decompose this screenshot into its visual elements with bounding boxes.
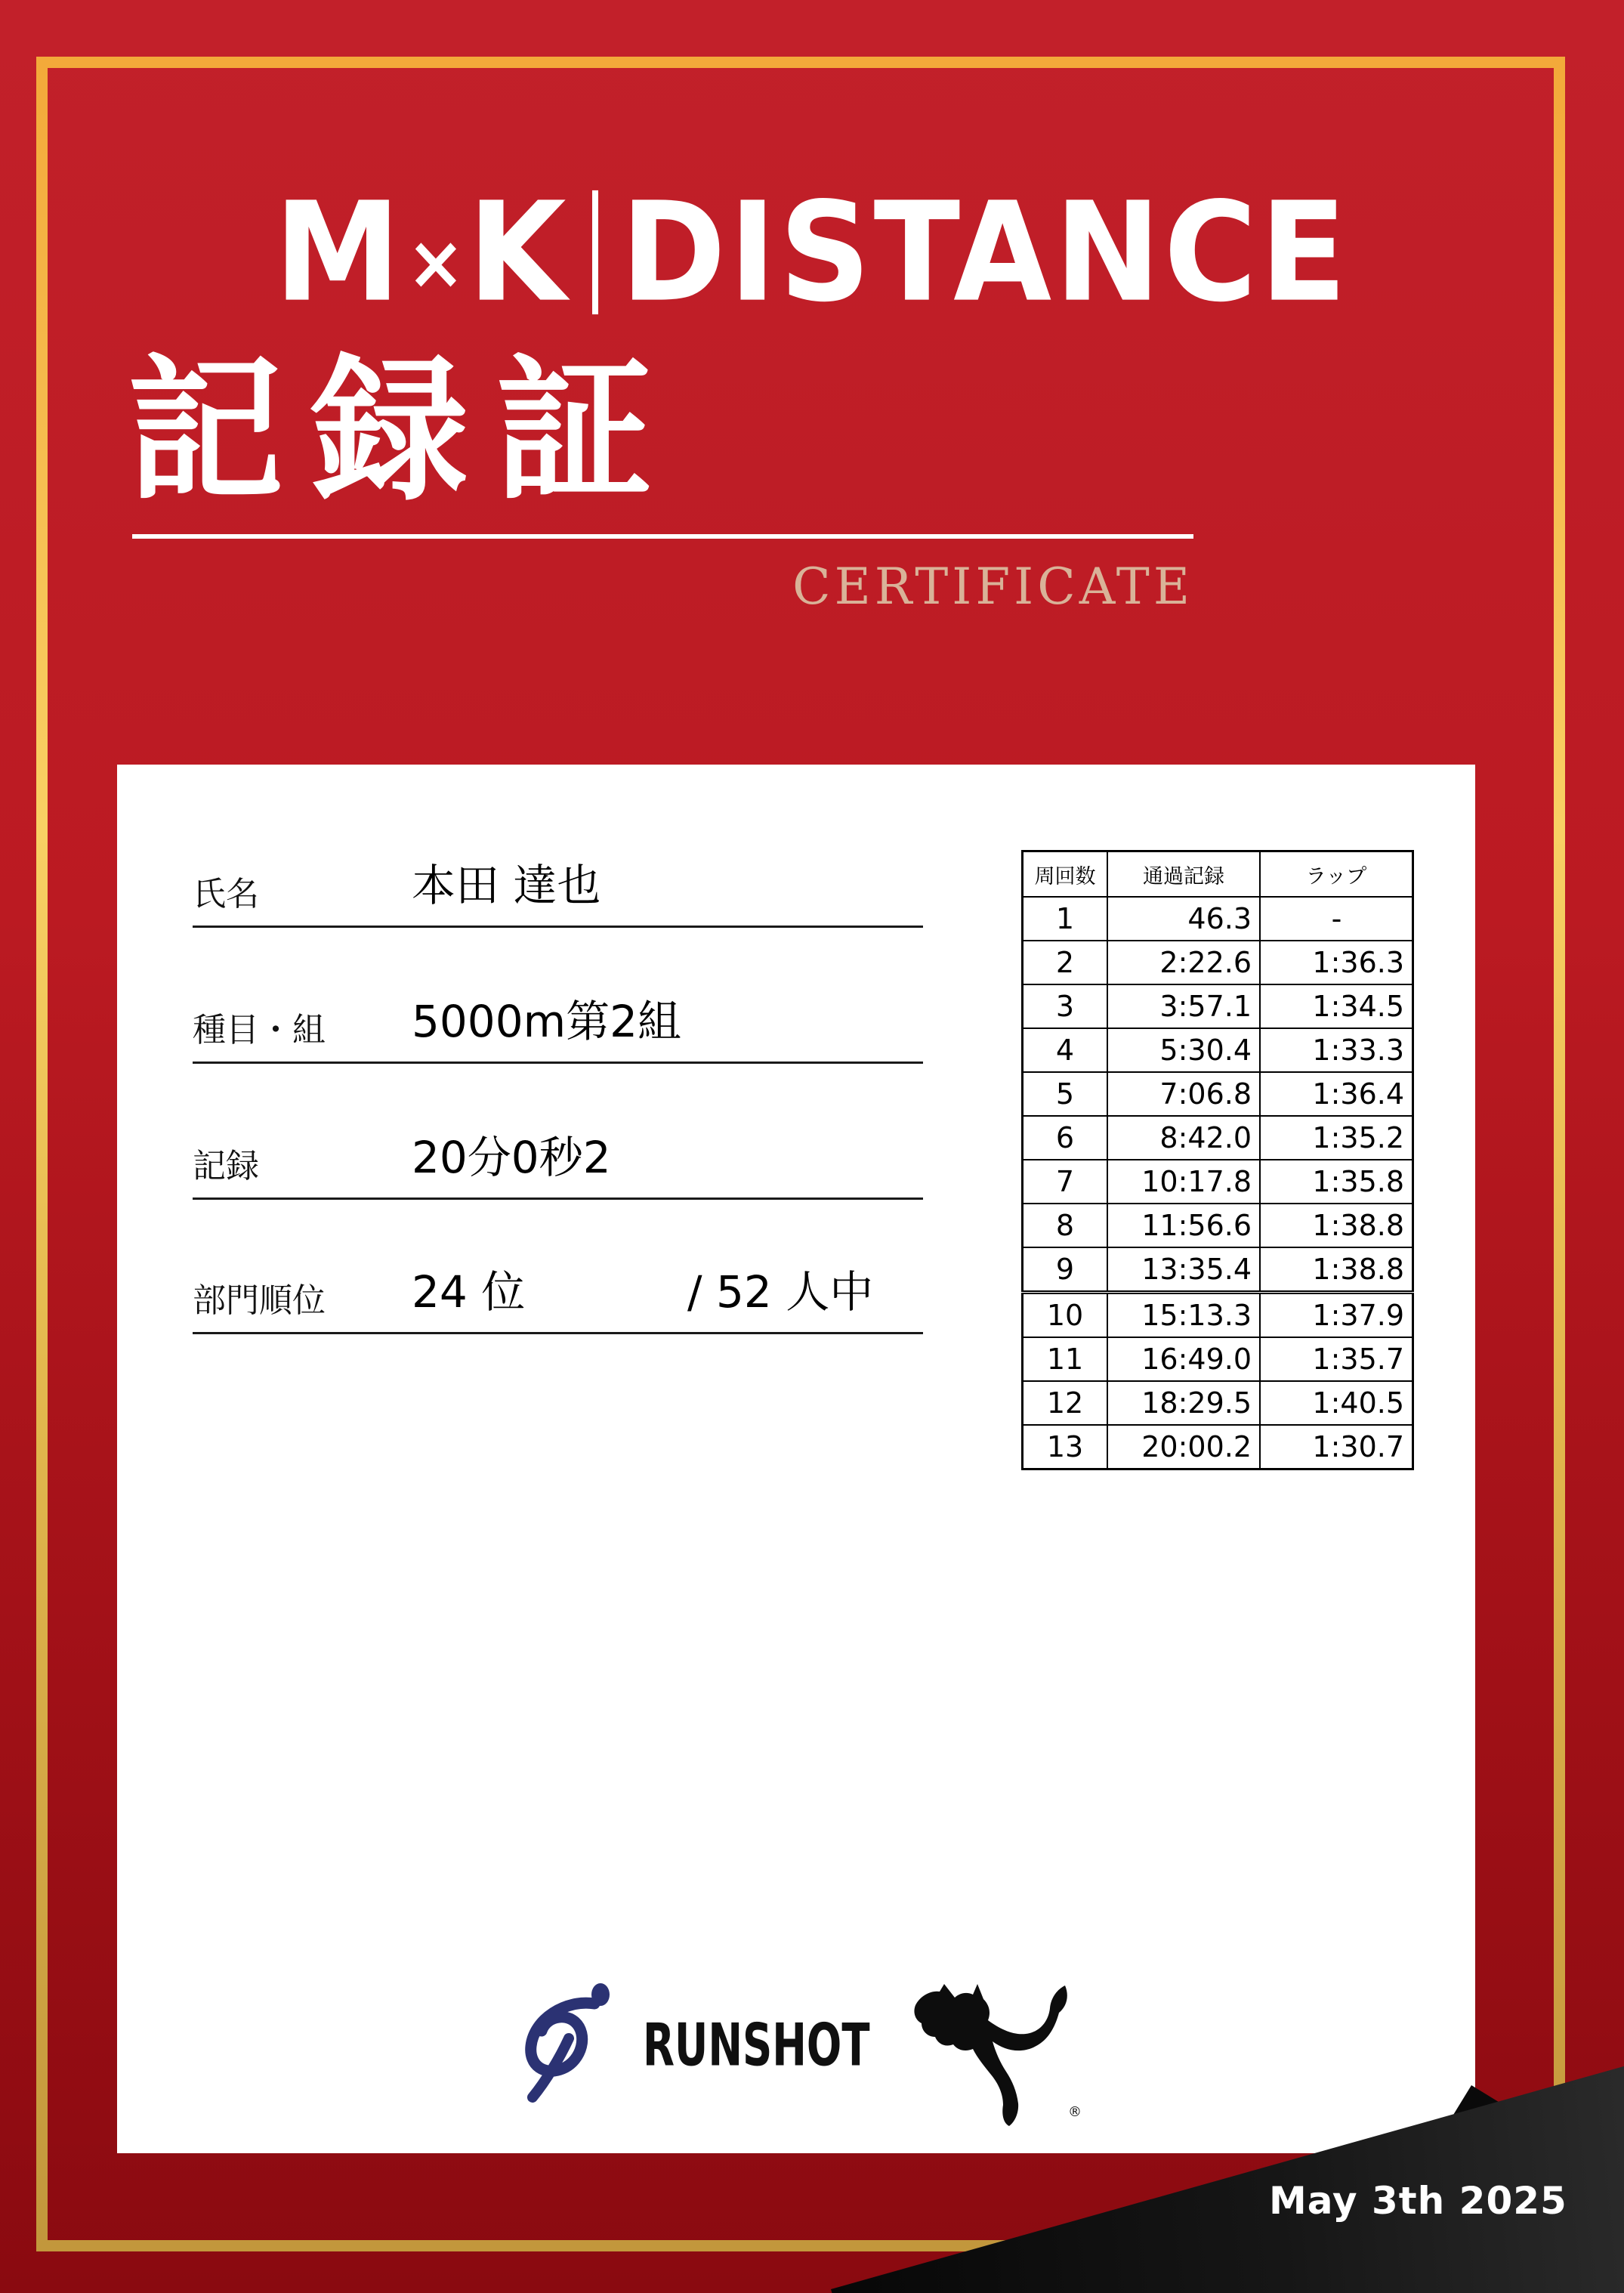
split-time-cell: 13:35.4: [1107, 1247, 1260, 1293]
certificate-title-jp: 記録証: [127, 338, 680, 523]
lap-table-head: [1023, 851, 1413, 898]
lap-time-cell: 1:30.7: [1260, 1425, 1413, 1469]
brand-letter-m: M: [274, 172, 404, 332]
split-time-cell: 46.3: [1107, 897, 1260, 941]
split-time-cell: 7:06.8: [1107, 1072, 1260, 1116]
lap-number-cell: 2: [1023, 941, 1108, 984]
puma-logo: [899, 1979, 1080, 2131]
lap-table-header-split: 通過記録: [1107, 851, 1260, 898]
lap-number-cell: 6: [1023, 1116, 1108, 1160]
lap-number-cell: 7: [1023, 1160, 1108, 1204]
field-row-name: [193, 841, 923, 928]
lap-number-cell: 1: [1023, 897, 1108, 941]
field-row-event: [193, 977, 923, 1064]
lap-table-row: [1023, 1247, 1413, 1293]
lap-time-cell: 1:35.7: [1260, 1337, 1413, 1381]
runshot-logo: [516, 1982, 901, 2107]
lap-number-cell: 12: [1023, 1381, 1108, 1425]
lap-time-cell: 1:35.8: [1260, 1160, 1413, 1204]
event-date: May 3th 2025: [1269, 2179, 1567, 2223]
lap-number-cell: 3: [1023, 984, 1108, 1028]
lap-table-row: [1023, 1381, 1413, 1425]
lap-time-cell: -: [1260, 897, 1413, 941]
lap-table-row: [1023, 1293, 1413, 1338]
split-time-cell: 15:13.3: [1107, 1293, 1260, 1338]
split-time-cell: 16:49.0: [1107, 1337, 1260, 1381]
field-row-rank: [193, 1247, 923, 1334]
field-label-record: 記録: [193, 1147, 259, 1185]
runshot-wordmark: RUNSHOT: [643, 2010, 870, 2080]
brand-times-symbol: ×: [406, 218, 465, 307]
lap-table-body: [1023, 897, 1413, 1469]
lap-time-cell: 1:38.8: [1260, 1204, 1413, 1247]
lap-number-cell: 9: [1023, 1247, 1108, 1293]
lap-table-row: [1023, 1072, 1413, 1116]
split-time-cell: 3:57.1: [1107, 984, 1260, 1028]
lap-time-cell: 1:34.5: [1260, 984, 1413, 1028]
runshot-r-icon: [516, 1982, 622, 2107]
puma-registered-mark: ®: [1068, 2104, 1082, 2120]
field-label-event: 種目・組: [193, 1011, 326, 1049]
split-time-cell: 10:17.8: [1107, 1160, 1260, 1204]
lap-number-cell: 8: [1023, 1204, 1108, 1247]
lap-table-row: [1023, 1337, 1413, 1381]
lap-table-row: [1023, 1116, 1413, 1160]
lap-table-row: [1023, 1204, 1413, 1247]
lap-time-cell: 1:36.3: [1260, 941, 1413, 984]
lap-number-cell: 4: [1023, 1028, 1108, 1072]
lap-table-row: [1023, 1160, 1413, 1204]
lap-time-cell: 1:33.3: [1260, 1028, 1413, 1072]
lap-number-cell: 13: [1023, 1425, 1108, 1469]
lap-table-row: [1023, 897, 1413, 941]
lap-table-row: [1023, 941, 1413, 984]
lap-time-cell: 1:35.2: [1260, 1116, 1413, 1160]
puma-cat-icon: [899, 1979, 1080, 2131]
lap-table-row: [1023, 1425, 1413, 1469]
brand-divider-bar: [592, 190, 598, 314]
lap-table-header-laps: 周回数: [1023, 851, 1108, 898]
split-time-cell: 20:00.2: [1107, 1425, 1260, 1469]
lap-time-cell: 1:37.9: [1260, 1293, 1413, 1338]
lap-number-cell: 11: [1023, 1337, 1108, 1381]
brand-word-distance: DISTANCE: [620, 172, 1350, 332]
lap-time-cell: 1:40.5: [1260, 1381, 1413, 1425]
field-value-event: 5000m第2組: [412, 996, 682, 1047]
split-time-cell: 18:29.5: [1107, 1381, 1260, 1425]
split-time-cell: 5:30.4: [1107, 1028, 1260, 1072]
brand-logo: [0, 172, 1624, 332]
title-divider-line: [132, 534, 1193, 539]
certificate-title-en: CERTIFICATE: [792, 558, 1193, 616]
lap-table: [1021, 850, 1414, 1470]
lap-table-header-row: [1023, 851, 1413, 898]
split-time-cell: 8:42.0: [1107, 1116, 1260, 1160]
split-time-cell: 11:56.6: [1107, 1204, 1260, 1247]
lap-table-row: [1023, 1028, 1413, 1072]
field-value-rank-total: / 52 人中: [687, 1266, 874, 1318]
lap-time-cell: 1:38.8: [1260, 1247, 1413, 1293]
lap-table-row: [1023, 984, 1413, 1028]
field-value-name: 本田 達也: [412, 860, 601, 911]
certificate-card: [117, 765, 1475, 2153]
split-time-cell: 2:22.6: [1107, 941, 1260, 984]
brand-letter-k: K: [468, 172, 570, 332]
lap-time-cell: 1:36.4: [1260, 1072, 1413, 1116]
lap-number-cell: 5: [1023, 1072, 1108, 1116]
field-label-rank: 部門順位: [193, 1281, 326, 1320]
field-value-record: 20分0秒2: [412, 1132, 611, 1183]
lap-table-header-lap: ラップ: [1260, 851, 1413, 898]
field-value-rank: 24 位: [412, 1266, 526, 1318]
field-row-record: [193, 1113, 923, 1200]
field-label-name: 氏名: [193, 875, 259, 913]
lap-number-cell: 10: [1023, 1293, 1108, 1338]
